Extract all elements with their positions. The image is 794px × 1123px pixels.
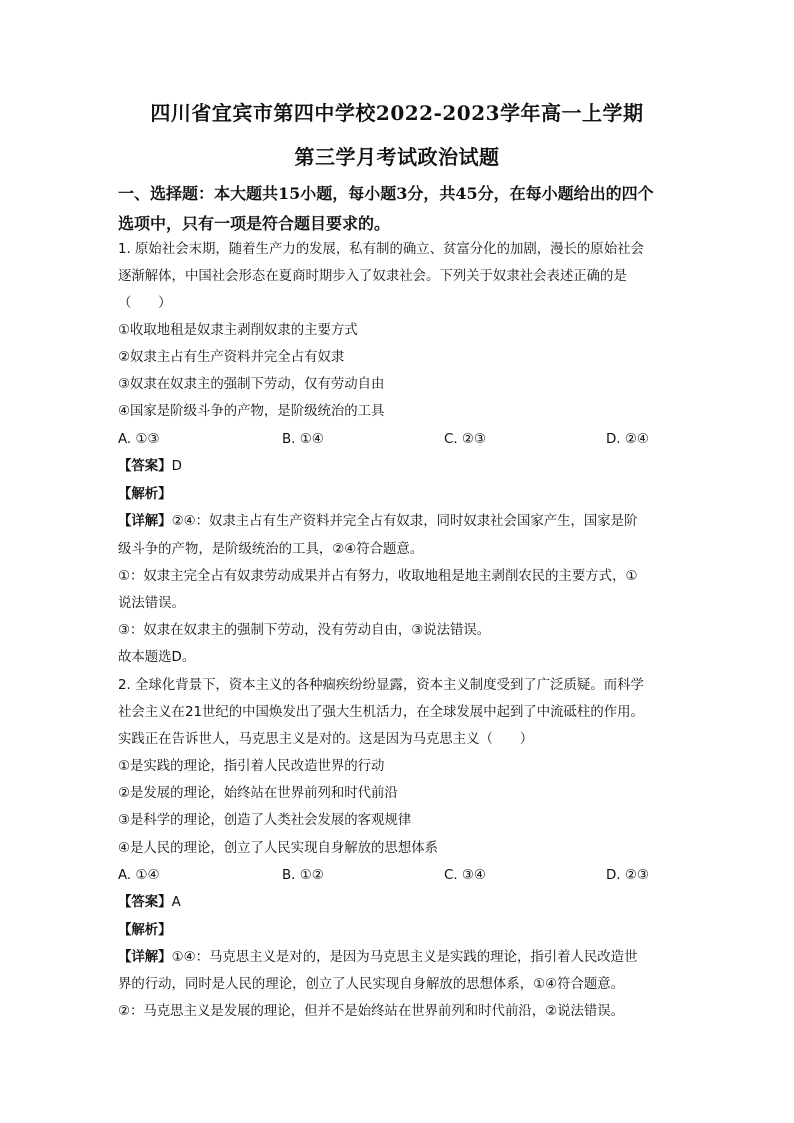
q1-detail-line4: 说法错误。: [118, 596, 185, 611]
q1-detail-line2: 级斗争的产物，是阶级统治的工具，②④符合题意。: [118, 542, 424, 557]
q2-answer: [118, 894, 181, 912]
q1-detail-label: 【详解】: [118, 514, 172, 529]
q2-detail-line3: ②：马克思主义是发展的理论，但并不是始终站在世界前列和时代前沿，②说法错误。: [118, 1004, 625, 1019]
q2-item-4: ④是人民的理论，创立了人民实现自身解放的思想体系: [118, 841, 438, 856]
q2-detail-line2: 界的行动，同时是人民的理论，创立了人民实现自身解放的思想体系，①④符合题意。: [118, 977, 625, 992]
section-heading-line1: 一、选择题：本大题共15小题，每小题3分，共45分，在每小题给出的四个: [118, 184, 654, 203]
q2-option-b: B. ①②: [282, 868, 324, 883]
q2-detail-line1: [118, 949, 637, 967]
section-heading-line2: 选项中，只有一项是符合题目要求的。: [118, 214, 391, 233]
q1-stem-line3: （ ）: [118, 296, 172, 311]
q1-option-b: B. ①④: [282, 432, 324, 447]
doc-title-line2: 第三学月考试政治试题: [294, 145, 500, 169]
q1-option-c: C. ②③: [444, 432, 486, 447]
q1-detail-text1: ②④：奴隶主占有生产资料并完全占有奴隶，同时奴隶社会国家产生，国家是阶: [171, 514, 638, 529]
q1-item-4: ④国家是阶级斗争的产物，是阶级统治的工具: [118, 404, 385, 419]
q1-answer-label: 【答案】: [118, 459, 172, 474]
q2-detail-text1: ①④：马克思主义是对的，是因为马克思主义是实践的理论，指引着人民改造世: [171, 950, 638, 965]
q1-option-d: D. ②④: [606, 432, 649, 447]
q1-item-2: ②奴隶主占有生产资料并完全占有奴隶: [118, 350, 345, 365]
q1-answer: [118, 458, 182, 476]
q2-option-c: C. ③④: [444, 868, 486, 883]
q2-item-2: ②是发展的理论，始终站在世界前列和时代前沿: [118, 786, 398, 801]
q2-item-1: ①是实践的理论，指引着人民改造世界的行动: [118, 759, 385, 774]
doc-title-line1: 四川省宜宾市第四中学校2022-2023学年高一上学期: [150, 101, 644, 125]
q2-detail-label: 【详解】: [118, 950, 172, 965]
q1-item-1: ①收取地租是奴隶主剥削奴隶的主要方式: [118, 323, 358, 338]
q2-option-d: D. ②③: [606, 868, 649, 883]
q1-stem-line1: 1. 原始社会末期，随着生产力的发展，私有制的确立、贫富分化的加剧，漫长的原始社会: [118, 242, 644, 257]
q1-detail-line3: ①：奴隶主完全占有奴隶劳动成果并占有努力，收取地租是地主剥削农民的主要方式，①: [118, 569, 638, 584]
q1-detail-line1: [118, 513, 637, 531]
q1-analysis-label: 【解析】: [118, 487, 172, 502]
q1-item-3: ③奴隶在奴隶主的强制下劳动，仅有劳动自由: [118, 377, 385, 392]
q2-answer-label: 【答案】: [118, 895, 172, 910]
q2-item-3: ③是科学的理论，创造了人类社会发展的客观规律: [118, 813, 412, 828]
q2-option-a: A. ①④: [118, 868, 160, 883]
q2-answer-value: A: [171, 895, 181, 910]
q1-detail-line5: ③：奴隶在奴隶主的强制下劳动，没有劳动自由，③说法错误。: [118, 623, 491, 638]
q2-stem-line2: 社会主义在21世纪的中国焕发出了强大生机活力，在全球发展中起到了中流砥柱的作用。: [118, 705, 644, 720]
q2-stem-line3: 实践正在告诉世人，马克思主义是对的。这是因为马克思主义（ ）: [118, 732, 534, 747]
q2-stem-line1: 2. 全球化背景下，资本主义的各种痼疾纷纷显露，资本主义制度受到了广泛质疑。而科学: [118, 678, 644, 693]
q2-analysis-label: 【解析】: [118, 923, 172, 938]
q1-stem-line2: 逐渐解体，中国社会形态在夏商时期步入了奴隶社会。下列关于奴隶社会表述正确的是: [118, 269, 627, 284]
q1-option-a: A. ①③: [118, 432, 160, 447]
q1-conclusion: 故本题选D。: [118, 650, 196, 665]
q1-answer-value: D: [171, 459, 182, 474]
